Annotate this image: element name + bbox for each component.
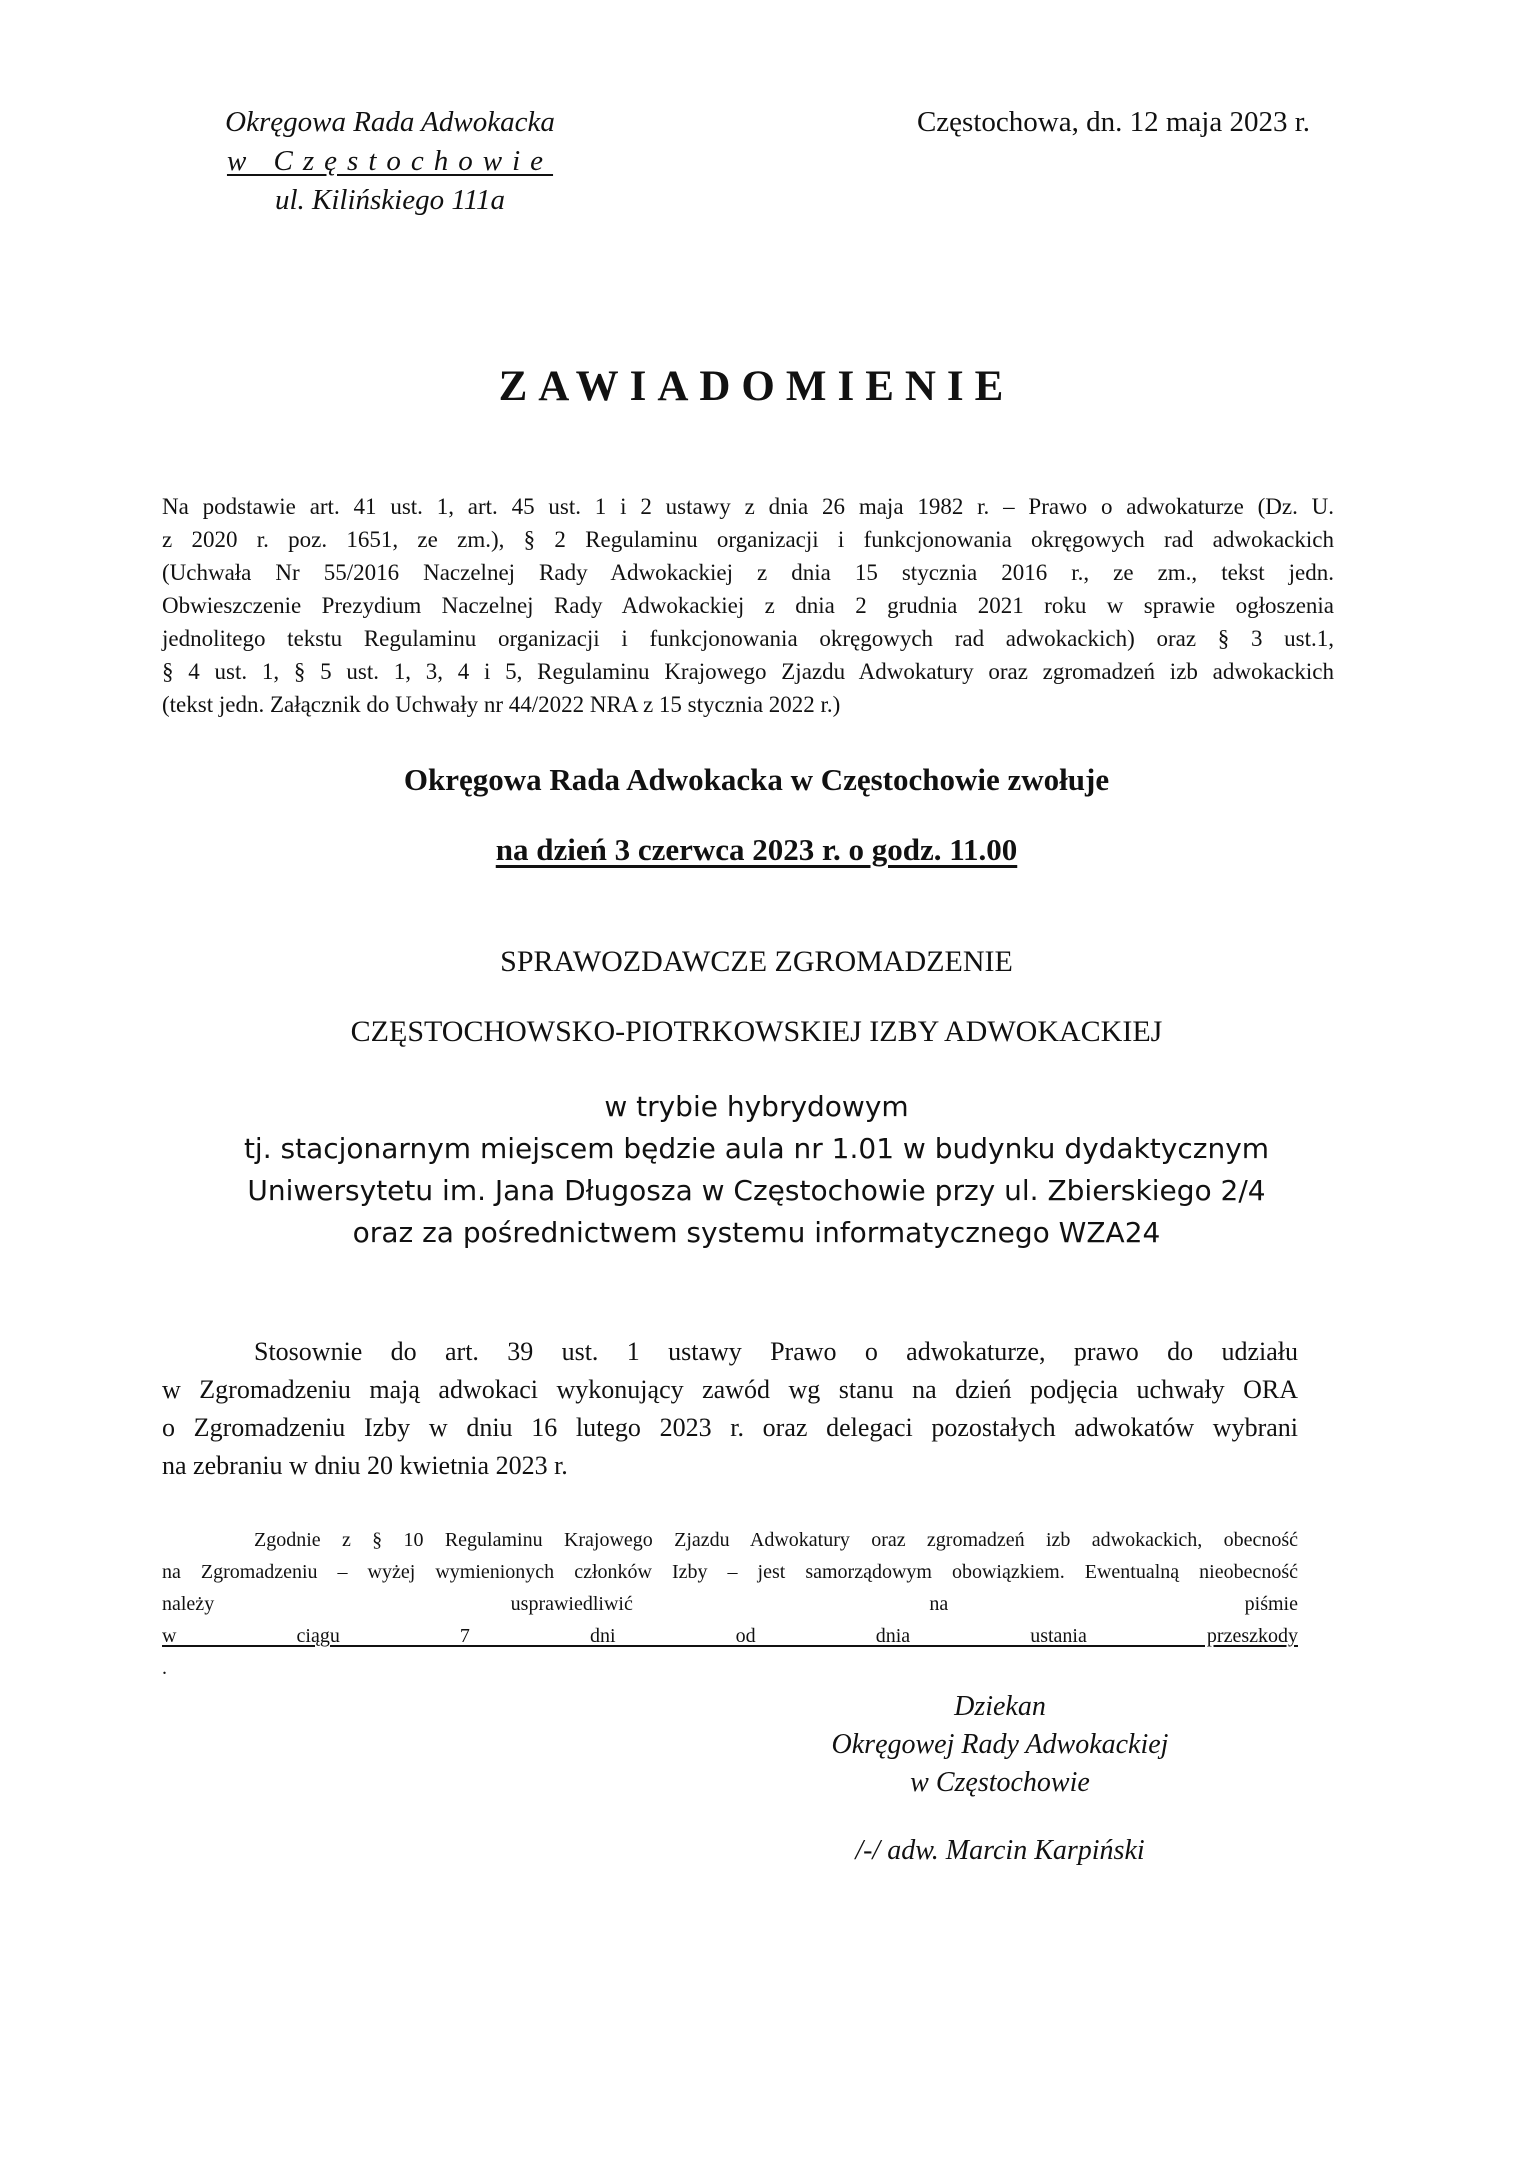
issuer-address: ul. Kilińskiego 111a	[274, 184, 506, 216]
legal-basis-line: Na podstawie art. 41 ust. 1, art. 45 ust. 1 i 2 ustawy z dnia 26 maja 1982 r. – Prawo o adwokaturze (Dz. U.	[162, 494, 1334, 519]
participation-line: Stosownie do art. 39 ust. 1 ustawy Prawo o adwokaturze, prawo do udziału	[254, 1337, 1298, 1366]
obligation-text: należy usprawiedliwić na piśmie	[162, 1593, 1298, 1615]
obligation-line: Zgodnie z § 10 Regulaminu Krajowego Zjazdu Adwokatury oraz zgromadzeń izb adwokackich, obecność	[254, 1529, 1298, 1551]
venue-line: oraz za pośrednictwem systemu informatycznego WZA24	[352, 1216, 1161, 1249]
signature-title: Dziekan	[954, 1691, 1046, 1722]
venue-mode: w trybie hybrydowym	[604, 1090, 909, 1123]
legal-basis-line: § 4 ust. 1, § 5 ust. 1, 3, 4 i 5, Regulaminu Krajowego Zjazdu Adwokatury oraz zgromadzeń izb adwokackich	[162, 659, 1334, 684]
place-and-date: Częstochowa, dn. 12 maja 2023 r.	[916, 106, 1310, 138]
convene-statement: Okręgowa Rada Adwokacka w Częstochowie zwołuje	[403, 762, 1110, 797]
signature-block	[780, 1688, 1220, 1802]
participation-line: o Zgromadzeniu Izby w dniu 16 lutego 2023 r. oraz delegaci pozostałych adwokatów wybrani	[162, 1413, 1298, 1442]
venue-line: tj. stacjonarnym miejscem będzie aula nr 1.01 w budynku dydaktycznym	[243, 1132, 1270, 1165]
obligation-paragraph	[162, 1524, 1298, 1684]
participation-paragraph	[162, 1333, 1298, 1485]
issuer-city: w Częstochowie	[226, 145, 554, 177]
meeting-date-time: na dzień 3 czerwca 2023 r. o godz. 11.00	[495, 832, 1018, 867]
issuer-block	[200, 103, 580, 220]
legal-basis-paragraph	[162, 490, 1334, 721]
legal-basis-line: (tekst jedn. Załącznik do Uchwały nr 44/2022 NRA z 15 stycznia 2022 r.)	[162, 692, 841, 717]
document-title: ZAWIADOMIENIE	[498, 363, 1015, 410]
participation-line: na zebraniu w dniu 20 kwietnia 2023 r.	[162, 1451, 568, 1480]
venue-line: Uniwersytetu im. Jana Długosza w Częstochowie przy ul. Zbierskiego 2/4	[247, 1174, 1266, 1207]
signature-city: w Częstochowie	[910, 1767, 1090, 1798]
obligation-period: .	[162, 1657, 167, 1679]
legal-basis-line: (Uchwała Nr 55/2016 Naczelnej Rady Adwokackiej z dnia 15 stycznia 2016 r., ze zm., tekst jedn.	[162, 560, 1334, 585]
legal-basis-line: Obwieszczenie Prezydium Naczelnej Rady Adwokackiej z dnia 2 grudnia 2021 roku w sprawie ogłoszenia	[162, 593, 1334, 618]
signer-name: /-/ adw. Marcin Karpiński	[855, 1835, 1145, 1866]
event-name-line2: CZĘSTOCHOWSKO-PIOTRKOWSKIEJ IZBY ADWOKACKIEJ	[350, 1015, 1163, 1048]
obligation-line: na Zgromadzeniu – wyżej wymienionych członków Izby – jest samorządowym obowiązkiem. Ewentualną nieobecność	[162, 1561, 1298, 1583]
venue-info	[0, 1086, 1513, 1254]
signature-organization: Okręgowej Rady Adwokackiej	[831, 1729, 1169, 1760]
legal-basis-line: z 2020 r. poz. 1651, ze zm.), § 2 Regulaminu organizacji i funkcjonowania okręgowych rad adwokackich	[162, 527, 1334, 552]
deadline-underlined: w ciągu 7 dni od dnia ustania przeszkody	[162, 1625, 1298, 1647]
issuer-name: Okręgowa Rada Adwokacka	[225, 106, 555, 138]
legal-basis-line: jednolitego tekstu Regulaminu organizacji i funkcjonowania okręgowych rad adwokackich) oraz § 3 ust.1,	[162, 626, 1334, 651]
event-name-line1: SPRAWOZDAWCZE ZGROMADZENIE	[500, 945, 1013, 978]
obligation-line	[162, 1588, 1298, 1684]
participation-line: w Zgromadzeniu mają adwokaci wykonujący zawód wg stanu na dzień podjęcia uchwały ORA	[162, 1375, 1298, 1404]
